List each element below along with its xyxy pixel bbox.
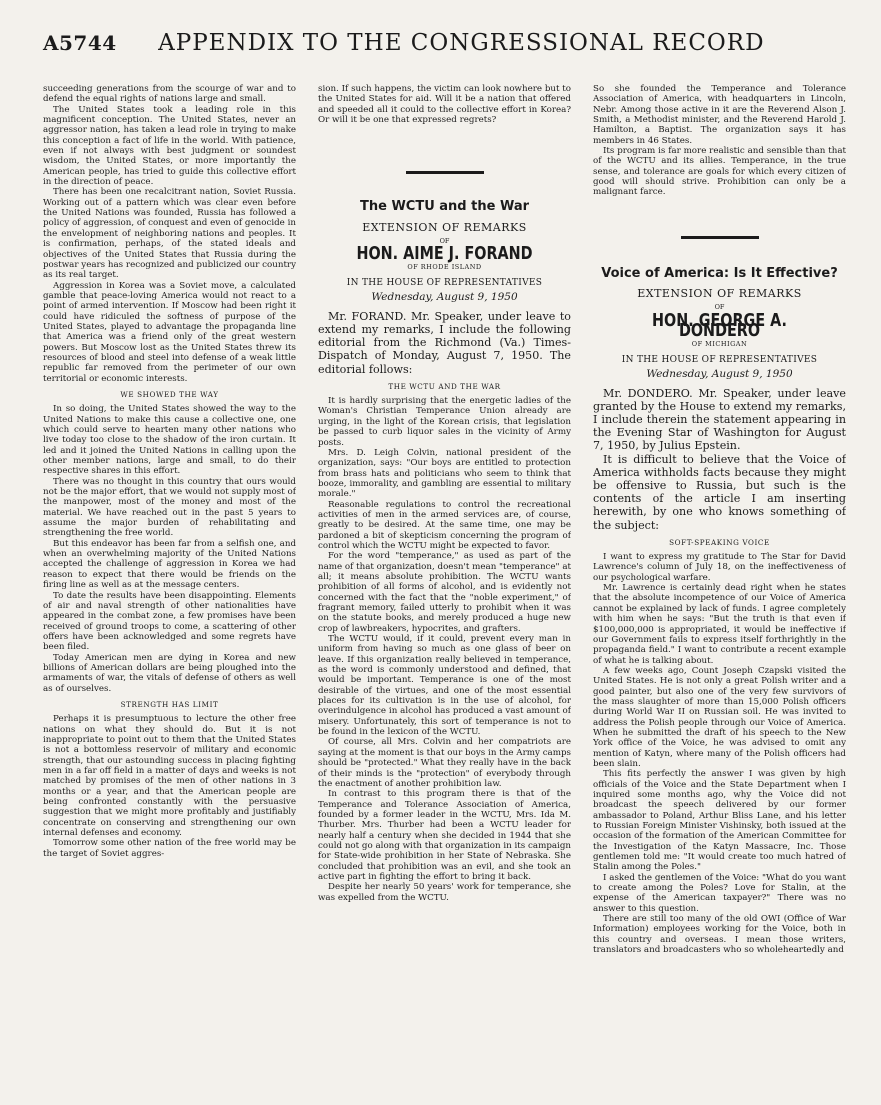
paragraph: To date the results have been disappointing. Elements of air and naval strength of other nationalities have appeared in the combat zone, a few promises have been received of ground troops to come, a scattering of other offers have been acknowledged and some regrets have been filed. xyxy=(43,590,296,653)
paragraph: In contrast to this program there is that of the Temperance and Tolerance Association of America, founded by a former leader in the WCTU, Mrs. Ida M. Thurber. Mrs. Thurber had been a WCTU leader for nearly half a century when she decided in 1944 that she could not go along with that organization in its campaign for State-wide prohibition in her State of Nebraska. She concluded that prohibition was an evil, and she took an active part in fighting the effort to bring it back. xyxy=(318,789,571,882)
paragraph: Tomorrow some other nation of the free world may be the target of Soviet aggres- xyxy=(43,838,296,859)
paragraph: A few weeks ago, Count Joseph Czapski visited the United States. He is not only a great Polish writer and a good painter, but also one of the very few survivors of the mass slaughter of more than 15,000 Polish officers during World War II on Russian soil. He was invited to address the Polish people through our Voice of America. When he submitted the draft of his speech to the New York office of the Voice, he was advised to omit any mention of Katyn, where many of the Polish officers had been slain. xyxy=(593,665,846,769)
article-title: The WCTU and the War xyxy=(359,199,530,215)
representative-name: HON. GEORGE A. DONDERO xyxy=(652,310,787,342)
paragraph: Mr. FORAND. Mr. Speaker, under leave to extend my remarks, I include the following editorial from the Richmond (Va.) Times-Dispatch of Monday, August 7, 1950. The editorial follows: xyxy=(318,309,571,376)
running-title: APPENDIX TO THE CONGRESSIONAL RECORD xyxy=(158,30,765,56)
section-divider xyxy=(681,236,759,239)
speaker-intro xyxy=(318,310,571,376)
paragraph: Its program is far more realistic and sensible than that of the WCTU and its allies. Temperance, in the true sense, and tolerance are goals for which every citizen of good will should strive. Prohibition can only be a malignant farce. xyxy=(593,146,846,198)
representative-state: OF RHODE ISLAND xyxy=(407,262,482,271)
column-1 xyxy=(43,84,296,956)
paragraph: For the word "temperance," as used as part of the name of that organization, doesn't mean "temperance" at all; it means absolute prohibition. The WCTU wants prohibition of all forms of alcohol, and is evidently not concerned with the fact that the "noble experiment," of fragrant memory, failed utterly to prohibit when it was on the statute books, and merely produced a huge new crop of lawbreakers, hypocrites, and grafters. xyxy=(318,551,571,634)
paragraph: I want to express my gratitude to The Star for David Lawrence's column of July 18, on the ineffectiveness of our psychological warfare. xyxy=(593,552,846,583)
paragraph: There was no thought in this country that ours would not be the major effort, that we would not supply most of the manpower, most of the money and most of the material. We have reached out in the past 5 years to assume the major burden of rehabilitating and strengthening the free world. xyxy=(43,476,296,539)
section-divider xyxy=(406,171,484,174)
paragraph: I asked the gentlemen of the Voice: "What do you want to create among the Poles? Love for Stalin, at the expense of the American taxpayer?" There was no answer to this question. xyxy=(593,872,846,914)
paragraph: Perhaps it is presumptuous to lecture the other free nations on what they should do. But it is not inappropriate to point out to them that the United States is not a bottomless reservoir of military and economic strength, that our astounding success in placing fighting men in a far off field in a matter of days and weeks is not matched by promises of the men of other nations in 3 months or a year, and that the American people are being confronted constantly with the persuasive suggestion that we might more profitably and justifiably concentrate on conserving and strengthening our own internal defenses and economy. xyxy=(43,714,296,839)
paragraph: There has been one recalcitrant nation, Soviet Russia. Working out of a pattern which was clear even before the United Nations was founded, Russia has followed a policy of aggression, of conquest and even of genocide in the envelopment of neighboring nations and peoples. It is confirmation, perhaps, of the stated ideals and objectives of the United States that Russia during the postwar years has recognized and publicized our country as its real target. xyxy=(43,187,296,281)
session-date: Wednesday, August 9, 1950 xyxy=(646,368,793,381)
representative-name: HON. AIME J. FORAND xyxy=(356,244,533,265)
paragraph: There are still too many of the old OWI (Office of War Information) employees working for the Voice, both in this country and overseas. I mean those writers, translators and broadcasters who so wholeheartedly and xyxy=(593,914,846,956)
paragraph: But this endeavor has been far from a selfish one, and when an overwhelming majority of the United Nations accepted the challenge of aggression in Korea we had reason to expect that there would be friends on the firing line as well as at the message centers. xyxy=(43,538,296,591)
column-2 xyxy=(318,84,571,956)
subheading: THE WCTU AND THE WAR xyxy=(388,381,501,391)
page-number: A5744 xyxy=(43,31,117,55)
columns xyxy=(43,84,846,956)
paragraph: The WCTU would, if it could, prevent every man in uniform from having so much as one glass of beer on leave. If this organization really believed in temperance, as the word is commonly understood and defined, that would be important. Temperance is one of the most desirable of the virtues, and one of the most essential places for its cultivation is in the use of alcohol, for overindulgence in alcohol has produced a vast amount of misery. Unfortunately, this sort of temperance is not to be found in the lexicon of the WCTU. xyxy=(318,634,571,738)
paragraph: It is hardly surprising that the energetic ladies of the Woman's Christian Temperance Union already are urging, in the light of the Korean crisis, that legislation be passed to curb liquor sales in the vicinity of Army posts. xyxy=(318,396,571,448)
speaker-intro xyxy=(593,387,846,532)
subheading: SOFT-SPEAKING VOICE xyxy=(669,537,770,547)
paragraph: Today American men are dying in Korea and new billions of American dollars are being ploughed into the armaments of war, the vitals of defense of others as well as of ourselves. xyxy=(43,652,296,694)
of-label: OF xyxy=(714,303,725,312)
paragraph: In so doing, the United States showed the way to the United Nations to make this cause a collective one, one which could serve to hearten many other nations who live today too close to the shadow of the iron curtain. It led and it joined the United Nations in calling upon the other member nations, large and small, to do their respective shares in this effort. xyxy=(43,404,296,477)
paragraph: Mr. Lawrence is certainly dead right when he states that the absolute incompetence of our Voice of America cannot be explained by lack of funds. I agree completely with him when he says: "But the truth is that even if $100,000,000 is appropriated, it would be ineffective if our Government fails to express itself forthrightly in the propaganda field." I want to contribute a recent example of what he is talking about. xyxy=(593,583,846,666)
paragraph: Of course, all Mrs. Colvin and her compatriots are saying at the moment is that our boys in the Army camps should be "protected." What they really have in the back of their minds is the "protection" of everybody through the enactment of another prohibition law. xyxy=(318,737,571,789)
paragraph: The United States took a leading role in this magnificent conception. The United States, never an aggressor nation, has taken a lead role in trying to make this conception a fact of life in the world. With patience, even if not always with best judgment or soundest wisdom, the United States, or more importantly the American people, has tried to guide this collective effort in the direction of peace. xyxy=(43,104,296,188)
subheading: WE SHOWED THE WAY xyxy=(120,389,219,399)
paragraph: Mrs. D. Leigh Colvin, national president of the organization, says: "Our boys are entitled to protection from brass hats and politicians who seem to think that booze, immorality, and gambling are essential to military morale." xyxy=(318,447,571,500)
session-date: Wednesday, August 9, 1950 xyxy=(371,291,518,304)
house-label: IN THE HOUSE OF REPRESENTATIVES xyxy=(621,354,818,365)
paragraph: Reasonable regulations to control the recreational activities of men in the armed services are, of course, greatly to be desired. At the same time, one may be pardoned a bit of skepticism concerning the program of control which the WCTU might be expected to favor. xyxy=(318,499,571,551)
subheading: STRENGTH HAS LIMIT xyxy=(120,699,219,709)
article-title: Voice of America: Is It Effective? xyxy=(601,265,838,281)
house-label: IN THE HOUSE OF REPRESENTATIVES xyxy=(346,278,543,289)
page-header xyxy=(43,30,846,58)
of-label: OF xyxy=(439,237,450,246)
paragraph: Despite her nearly 50 years' work for temperance, she was expelled from the WCTU. xyxy=(318,882,571,903)
extension-of-remarks: EXTENSION OF REMARKS xyxy=(637,287,802,301)
paragraph: This fits perfectly the answer I was given by high officials of the Voice and the State Department when I inquired some months ago, why the Voice did not broadcast the speech delivered by our former ambassador to Poland, Arthur Bliss Lane, and his letter to Russian Foreign Minister Vishinsky, both issued at the occasion of the formation of the American Committee for the Investigation of the Katyn Massacre, Inc. Those gentlemen told me: "It would create too much hatred of Stalin among the Poles." xyxy=(593,769,846,873)
paragraph: succeeding generations from the scourge of war and to defend the equal rights of nations large and small. xyxy=(43,84,296,105)
paragraph: sion. If such happens, the victim can look nowhere but to the United States for aid. Will it be a nation that offered and speeded all it could to the collective effort in Korea? Or will it be one that expressed regrets? xyxy=(318,84,571,126)
paragraph: So she founded the Temperance and Tolerance Association of America, with headquarters in Lincoln, Nebr. Among those active in it are the Reverend Alson J. Smith, a Methodist minister, and the Reverend Harold J. Hamilton, a Baptist. The organization says it has members in 46 States. xyxy=(593,84,846,146)
paragraph: It is difficult to believe that the Voice of America withholds facts because they might be offensive to Russia, but such is the contents of the article I am inserting herewith, by one who knows something of the subject: xyxy=(593,452,846,532)
column-3 xyxy=(593,84,846,956)
extension-of-remarks: EXTENSION OF REMARKS xyxy=(362,220,527,234)
representative-state: OF MICHIGAN xyxy=(691,339,748,348)
paragraph: Aggression in Korea was a Soviet move, a calculated gamble that peace-loving America would not react to a point of armed intervention. If Moscow had been right it could have ridiculed the softness of purpose of the United States, played to advantage the propaganda line that America was a friend only of the great western powers. But Moscow lost as the United States threw its resources of blood and steel into defense of a weak little republic far removed from the perimeter of our own territorial or economic interests. xyxy=(43,280,296,384)
paragraph: Mr. DONDERO. Mr. Speaker, under leave granted by the House to extend my remarks, I include therein the statement appearing in the Evening Star of Washington for August 7, 1950, by Julius Epstein. xyxy=(593,386,846,453)
